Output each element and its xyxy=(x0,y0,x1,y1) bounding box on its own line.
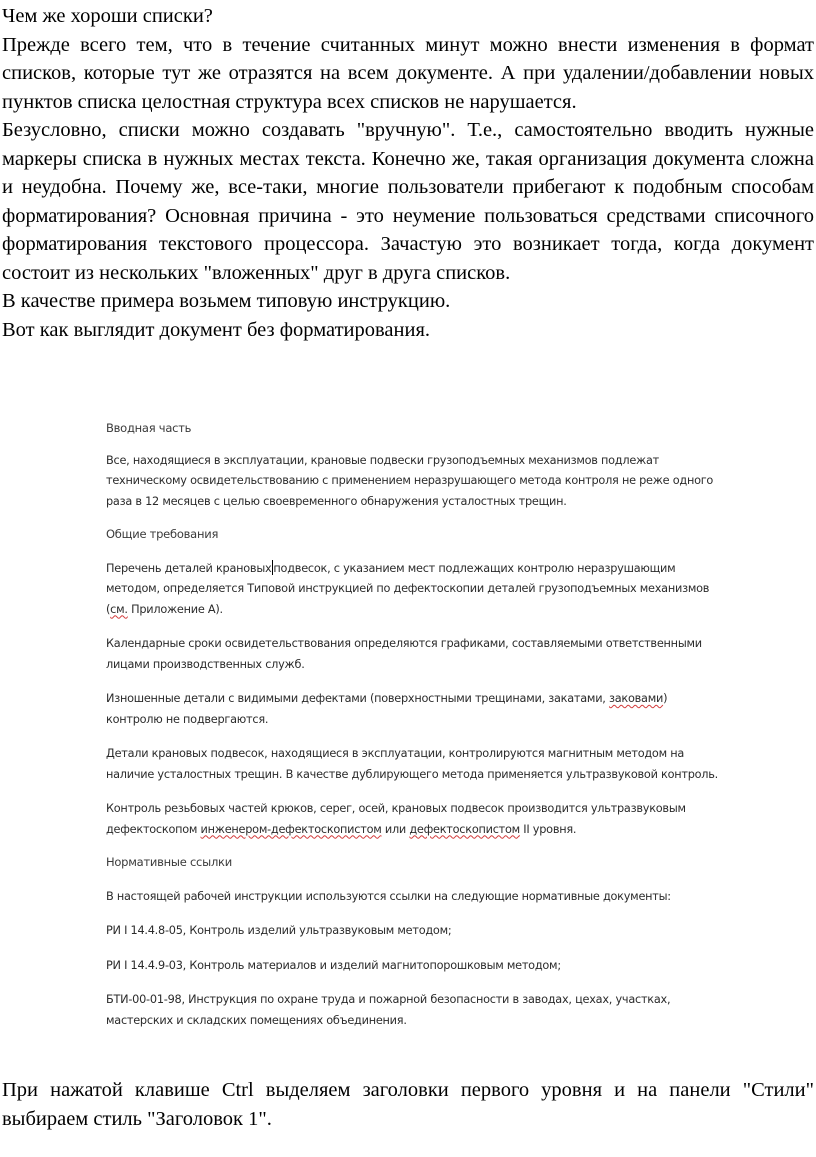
embedded-text: или xyxy=(381,822,410,836)
outro-text xyxy=(2,1076,814,1133)
embedded-heading-general: Общие требования xyxy=(106,527,219,541)
intro-paragraph-3: В качестве примера возьмем типовую инструкцию. xyxy=(2,290,451,312)
intro-text xyxy=(2,2,814,344)
spellcheck-underlined-word: заковами xyxy=(608,692,664,705)
embedded-document-screenshot xyxy=(106,418,724,1031)
embedded-text: II уровня. xyxy=(519,822,577,836)
intro-paragraph-2: Безусловно, списки можно создавать "вручную". Т.е., самостоятельно вводить нужные маркеры списка в нужных местах текста. Конечно же, такая организация документа сложна и неудобна. Почему же, все-таки, многие пользователи прибегают к подобным способам форматирования? Основная причина - это неумение пользоваться средствами списочного форматирования текстового процессора. Зачастую это возникает тогда, когда документ состоит из нескольких "вложенных" друг в друга списков. xyxy=(2,119,814,284)
intro-paragraph-1: Прежде всего тем, что в течение считанных минут можно внести изменения в формат списков, которые тут же отразятся на всем документе. А при удалении/добавлении новых пунктов списка целостная структура всех списков не нарушается. xyxy=(2,33,814,113)
intro-title: Чем же хороши списки? xyxy=(2,5,213,27)
embedded-text: подвесок, с указанием мест подлежащих контролю неразрушающим методом, определяется Типовой инструкцией по дефектоскопии деталей грузоподъемных механизмов ( xyxy=(106,561,710,616)
spellcheck-underlined-word: инженером-дефектоскопистом xyxy=(200,822,382,836)
embedded-text: Перечень деталей крановых xyxy=(106,561,272,575)
embedded-paragraph-7: В настоящей рабочей инструкции используются ссылки на следующие нормативные документы: xyxy=(106,889,671,903)
outro-paragraph: При нажатой клавише Ctrl выделяем заголовки первого уровня и на панели "Стили" выбираем стиль "Заголовок 1". xyxy=(2,1079,814,1130)
spellcheck-underlined-word: дефектоскопистом xyxy=(409,822,520,836)
intro-paragraph-4: Вот как выглядит документ без форматирования. xyxy=(2,318,431,341)
embedded-text: ) контролю не подвергаются. xyxy=(106,692,668,726)
embedded-paragraph-5: Детали крановых подвесок, находящиеся в эксплуатации, контролируются магнитным методом на наличие усталостных трещин. В качестве дублирующего метода применяется ультразвуковой контроль. xyxy=(106,747,719,781)
embedded-paragraph-2 xyxy=(106,559,724,621)
embedded-paragraph-9: РИ I 14.4.9-03, Контроль материалов и изделий магнитопорошковым методом; xyxy=(106,958,561,972)
spellcheck-underlined-word: см. xyxy=(110,602,128,616)
embedded-heading-references: Нормативные ссылки xyxy=(106,855,232,869)
embedded-text: Приложение А). xyxy=(127,602,223,616)
embedded-text: Изношенные детали с видимыми дефектами (поверхностными трещинами, закатами, xyxy=(106,692,609,705)
embedded-text: Контроль резьбовых частей крюков, серег, осей, крановых подвесок производится ультразвуковым дефектоскопом xyxy=(106,802,686,836)
embedded-paragraph-4 xyxy=(106,689,724,730)
embedded-paragraph-3: Календарные сроки освидетельствования определяются графиками, составляемыми ответственными лицами производственных служб. xyxy=(106,637,702,671)
embedded-heading-intro: Вводная часть xyxy=(106,421,192,435)
embedded-paragraph-1: Все, находящиеся в эксплуатации, крановые подвески грузоподъемных механизмов подлежат техническому освидетельствованию с применением неразрушающего метода контроля не реже одного раза в 12 месяцев с целью своевременного обнаружения усталостных трещин. xyxy=(106,453,714,508)
embedded-paragraph-6 xyxy=(106,799,724,840)
embedded-paragraph-8: РИ I 14.4.8-05, Контроль изделий ультразвуковым методом; xyxy=(106,924,452,937)
embedded-paragraph-10: БТИ-00-01-98, Инструкция по охране труда и пожарной безопасности в заводах, цехах, участках, мастерских и складских помещениях объединения. xyxy=(106,993,671,1027)
